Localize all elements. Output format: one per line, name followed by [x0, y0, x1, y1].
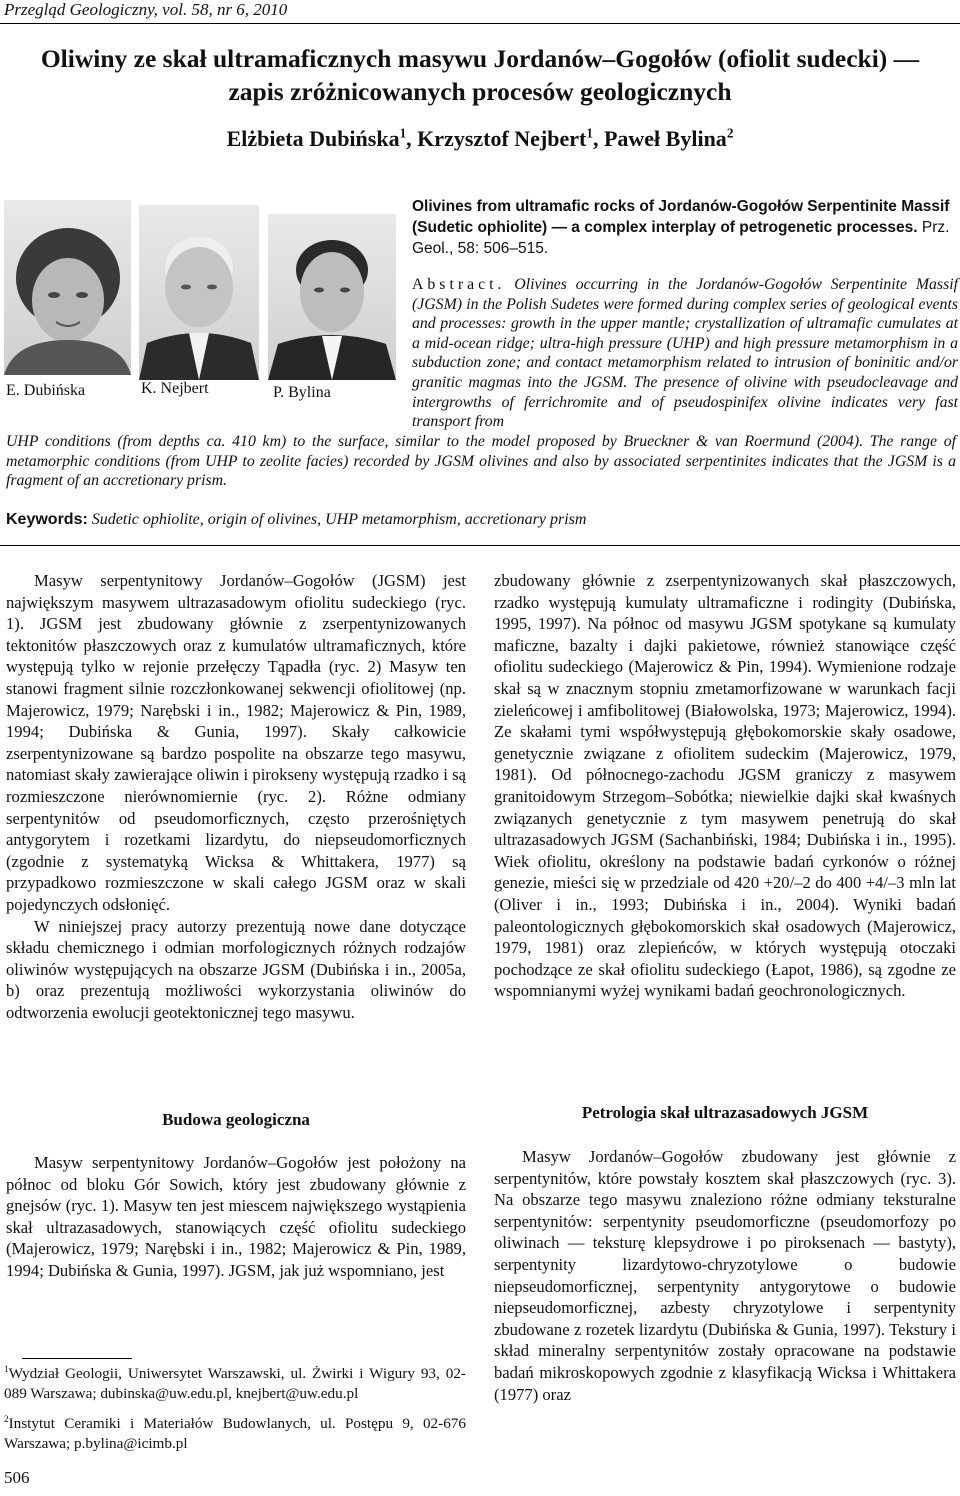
author-name: Krzysztof Nejbert	[417, 126, 587, 151]
footnote-rule	[22, 1358, 132, 1359]
author-affiliation-mark: 1	[399, 125, 407, 141]
section-heading: Budowa geologiczna	[162, 1110, 310, 1129]
author-name: Elżbieta Dubińska	[226, 126, 400, 151]
keywords-text: Sudetic ophiolite, origin of olivines, UHP metamorphism, accretionary prism	[91, 511, 587, 528]
footnote	[4, 1364, 466, 1403]
title-line-1: Oliwiny ze skał ultramaficznych masywu Jordanów–Gogołów (ofiolit sudecki) —	[40, 44, 920, 73]
page-number: 506	[4, 1468, 30, 1487]
right-column-section	[494, 1146, 956, 1405]
title-line-2: zapis zróżnicowanych procesów geologicznych	[228, 77, 732, 106]
footnote-mark: 1	[4, 1363, 9, 1374]
right-column	[494, 570, 956, 1002]
author-affiliation-mark: 1	[586, 125, 593, 141]
section-heading: Petrologia skał ultrazasadowych JGSM	[581, 1103, 869, 1122]
citation-title: Olivines from ultramafic rocks of Jordanów-Gogołów Serpentinite Massif (Sudetic ophiolite) — a complex interplay of petrogenetic processes.	[412, 198, 950, 236]
author-photo-bylina	[268, 214, 396, 380]
abstract-text: Olivines occurring in the Jordanów-Gogołów Serpentinite Massif (JGSM) in the Polish Sudetes were formed during complex series of geological events and processes: growth in the upper mantle; crystallization of ultramafic cumulates at a mid-ocean ridge; ultra-high pressure (UHP) and high pressure metamorphism in a subduction zone; and contact metamorphism related to intrusion of boninitic and/or granitic magmas into the JGSM. The presence of olivine with pseudocleavage and intergrowths of ferrichromite and of pseudospinifex olivine indicates very fast transport from	[412, 276, 958, 431]
journal-header: Przegląd Geologiczny, vol. 58, nr 6, 2010	[4, 0, 288, 19]
left-column	[6, 570, 466, 1023]
authors-line: Elżbieta Dubińska$^1$, Krzysztof Nejbert$^1$, Paweł Bylina$^2$	[226, 125, 734, 151]
footnote-text: Wydział Geologii, Uniwersytet Warszawski, ul. Żwirki i Wigury 93, 02-089 Warszawa; dubinska@uw.edu.pl, knejbert@uw.edu.pl	[4, 1365, 466, 1402]
abstract	[412, 275, 958, 432]
citation-source: Prz. Geol., 58: 506–515.	[412, 219, 950, 257]
author-name: Paweł Bylina	[603, 126, 727, 151]
english-citation	[412, 196, 958, 259]
author-photo-dubinska	[4, 200, 131, 375]
photo-caption: P. Bylina	[273, 384, 331, 401]
paragraph: W niniejszej pracy autorzy prezentują nowe dane dotyczące składu chemicznego i odmian morfologicznych różnych rodzajów oliwinów występujących na obszarze JGSM (Dubińska i in., 2005a, b) oraz prezentują możliwości wykorzystania oliwinów do odtworzenia ewolucji geotektonicznej tego masywu.	[6, 916, 466, 1022]
paragraph: Masyw serpentynitowy Jordanów–Gogołów jest położony na północ od bloku Gór Sowich, który jest zbudowany głównie z gnejsów (ryc. 1). Masyw ten jest miescem największego wystąpienia skał ultrazasadowych, stanowiących część ofiolitu sudeckiego (Majerowicz, 1979; Narębski i in., 1982; Majerowicz & Pin, 1989, 1994; Dubińska & Gunia, 1997). JGSM, jak już wspomniano, jest	[6, 1153, 466, 1280]
footnote	[4, 1414, 466, 1453]
abstract-label: Abstract.	[412, 276, 506, 293]
author-photo-nejbert	[139, 205, 259, 380]
keywords	[6, 511, 586, 529]
footnote-mark: 2	[4, 1413, 9, 1424]
section-rule	[0, 545, 960, 546]
header-rule	[0, 23, 960, 24]
left-column-section	[6, 1152, 466, 1282]
photo-caption: K. Nejbert	[141, 380, 209, 397]
paragraph: zbudowany głównie z zserpentynizowanych skał płaszczowych, rzadko występują kumulaty ultramaficzne i rodingity (Dubińska, 1995, 1997). Na północ od masywu JGSM spotykane są kumulaty maficzne, bazalty i dajki pakietowe, również stanowiące część ofiolitu sudeckiego (Majerowicz & Pin, 1994). Wymienione rodzaje skał są w znacznym stopniu zmetamorfizowane w warunkach facji zieleńcowej i amfibolitowej (Białowolska, 1973; Majerowicz, 1994). Ze skałami tymi współwystępują głębokomorskie skały osadowe, genetycznie związane z ofiolitem sudeckim (Majerowicz, 1979, 1981). Od północnego-zachodu JGSM graniczy z masywem granitoidowym Strzegom–Sobótka; niewielkie dajki skał kwaśnych związanych genetycznie z tym masywem penetrują do skał ultrazasadowych JGSM (Sachanbiński, 1984; Dubińska i in., 1995). Wiek ofiolitu, określony na podstawie badań cyrkonów o różnej genezie, mieści się w przedziale od 420 +20/–2 do 400 +4/–3 mln lat (Oliver i in., 1993; Dubińska i in., 2004). Wyniki badań paleontologicznych głębokomorskich skał osadowych (Majerowicz, 1979, 1981) oraz zlepieńców, w których występują otoczaki pochodzące ze skał ofiolitu sudeckiego (Łapot, 1986), są zgodne ze wspomnianymi wyżej wynikami badań geochronologicznych.	[494, 571, 956, 1001]
photo-caption: E. Dubińska	[6, 382, 86, 399]
abstract-continued: UHP conditions (from depths ca. 410 km) to the surface, similar to the model proposed by Brueckner & van Roermund (2004). The range of metamorphic conditions (from UHP to zeolite facies) recorded by JGSM olivines and also by associated serpentinites indicates that the JGSM is a fragment of an accretionary prism.	[6, 433, 956, 490]
keywords-label: Keywords:	[6, 511, 88, 528]
paragraph: Masyw serpentynitowy Jordanów–Gogołów (JGSM) jest największym masywem ultrazasadowym ofiolitu sudeckiego (ryc. 1). JGSM jest zbudowany głównie z zserpentynizowanych tektonitów płaszczowych oraz z kumulatów ultramaficznych, które występują tylko w rejonie przełęczy Tąpadła (ryc. 2) Masyw ten stanowi fragment silnie rozczłonkowanej sekwencji ofiolitowej (np. Majerowicz, 1979; Narębski i in., 1982; Majerowicz & Pin, 1989, 1994; Dubińska & Gunia, 1997). Skały całkowicie zserpentynizowane są bardzo pospolite na obszarze tego masywu, natomiast skały zawierające oliwin i pirokseny występują rzadko i są rozmieszczone nierównomiernie (ryc. 2). Różne odmiany serpentynitów od pseudomorficznych, często przerośniętych antygorytem i rozetkami lizardytu, do niepseudomorficznych (zgodnie z systematyką Wicksa & Whittakera, 1977) są przypadkowo rozmieszczone w skali całego JGSM oraz w skali pojedynczych odsłonięć.	[6, 571, 466, 914]
paragraph: Masyw Jordanów–Gogołów zbudowany jest głównie z serpentynitów, które powstały kosztem skał płaszczowych (ryc. 3). Na obszarze tego masywu znaleziono różne odmiany teksturalne serpentynitów: serpentynity pseudomorficzne (pseudomorfozy po oliwinach — teksturę klepsydrowe i po piroksenach — bastyty), serpentynity lizardytowo-chryzotylowe o budowie niepseudomorficznej, serpentynity antygorytowe o budowie niepseudomorficznej, azbesty chryzotylowe i serpentynity zbudowane z rozetek lizardytu (Dubińska & Gunia, 1997). Tekstury i skład mineralny serpentynitów zostały opracowane na podstawie badań mikroskopowych zgodnie z klasyfikacją Wicksa i Whittakera (1977) oraz	[494, 1147, 956, 1404]
author-affiliation-mark: 2	[726, 125, 734, 141]
footnote-text: Instytut Ceramiki i Materiałów Budowlanych, ul. Postępu 9, 02-676 Warszawa; p.bylina@icimb.pl	[4, 1415, 466, 1452]
article-title	[0, 42, 960, 108]
